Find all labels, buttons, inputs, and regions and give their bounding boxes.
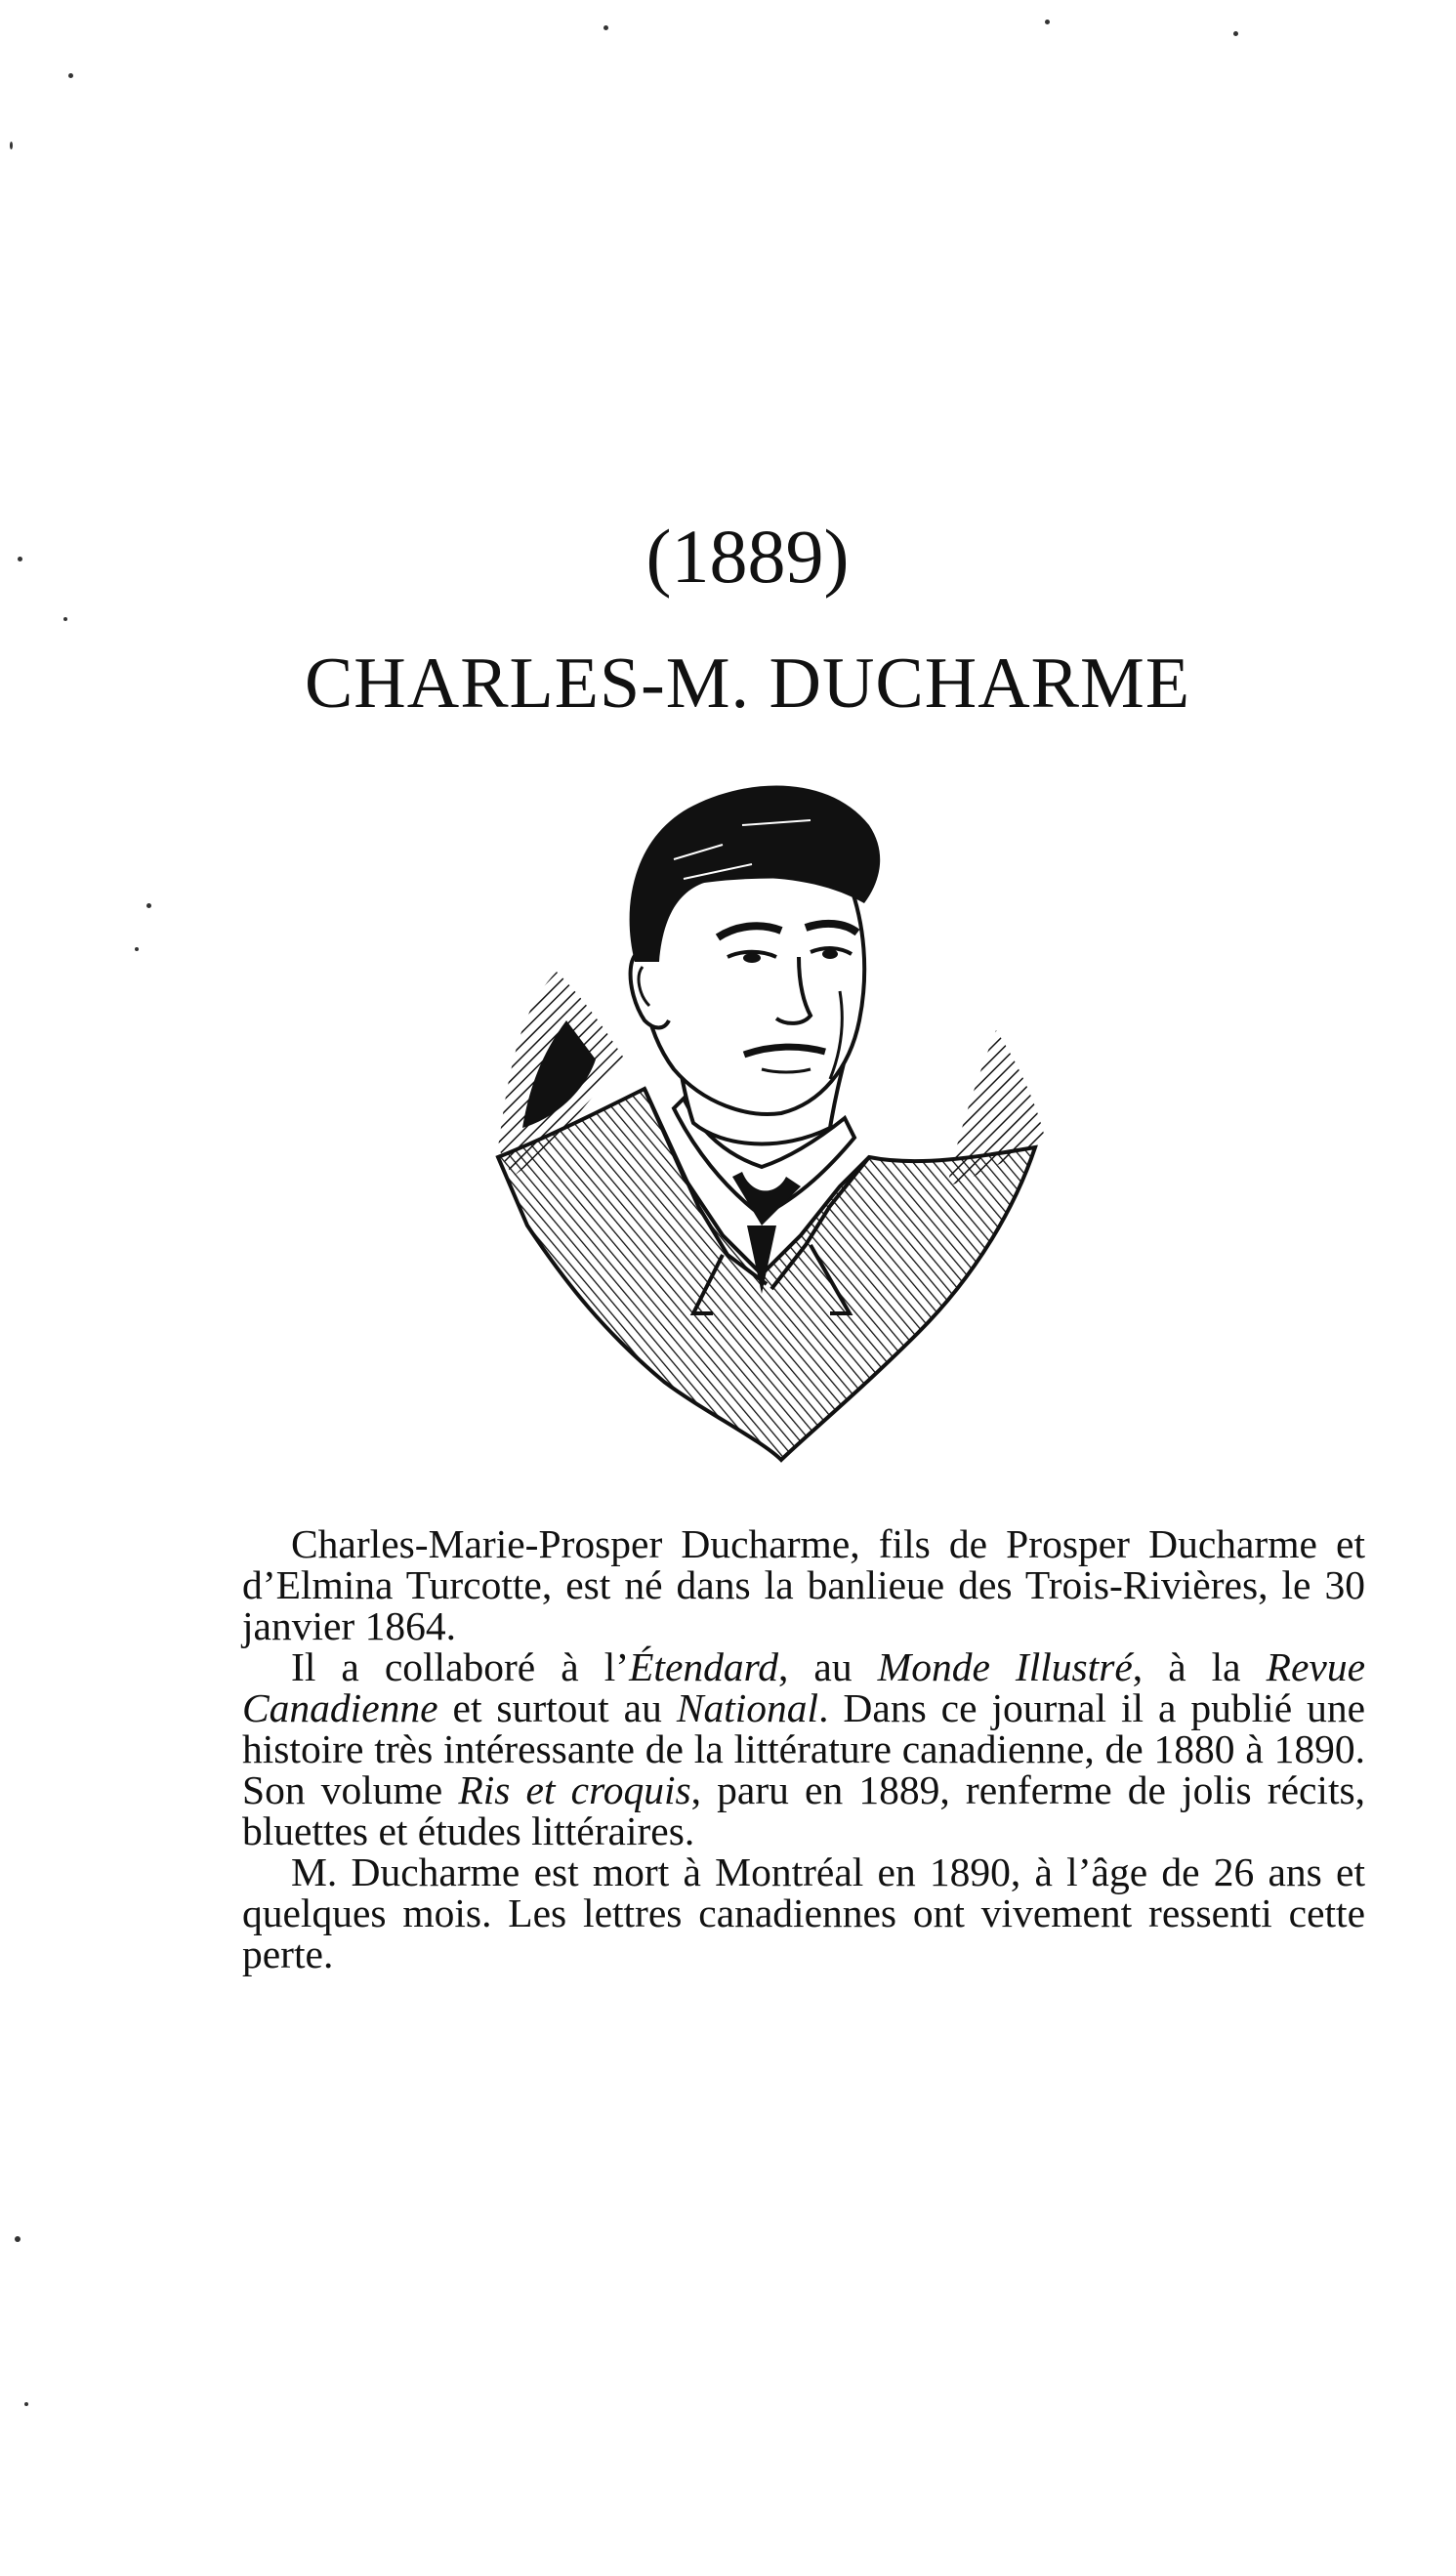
scan-speck — [15, 2236, 21, 2242]
scan-speck — [603, 25, 608, 30]
scan-speck — [68, 73, 73, 78]
bio-paragraph-birth: Charles-Marie-Prosper Ducharme, fils de Prosper Ducharme et d’Elmina Turcotte, est né dans la banlieue des Trois-Rivières, le 30 janvier 1864. — [242, 1521, 1365, 1648]
bio-text-segment: Il a collaboré à l’ — [291, 1644, 630, 1689]
scan-speck — [63, 617, 67, 621]
entry-year: (1889) — [645, 514, 850, 599]
scan-speck — [1233, 31, 1238, 36]
entry-name: CHARLES-M. DUCHARME — [304, 644, 1191, 724]
bio-paragraph-death: M. Ducharme est mort à Montréal en 1890, à l’âge de 26 ans et quelques mois. Les lettres canadiennes ont vivement ressenti cette perte. — [242, 1849, 1365, 1976]
bio-title-ris-et-croquis: Ris et croquis — [458, 1767, 691, 1812]
biography-text — [242, 1523, 1365, 1974]
scan-speck — [135, 947, 139, 951]
bio-text-segment: et surtout au — [437, 1685, 677, 1730]
bio-title-revue-canadienne: Revue Canadienne — [242, 1644, 1365, 1730]
portrait-engraving-icon — [488, 767, 1094, 1470]
scan-speck — [146, 903, 151, 908]
bio-text-segment: . Dans ce journal il a publié une histoire très intéressante de la littérature canadienne, de 1880 à 1890. Son volume — [242, 1685, 1365, 1812]
bio-title-etendard: Étendard — [629, 1644, 778, 1689]
bio-text-segment: , à la — [1132, 1644, 1267, 1689]
scan-speck — [24, 2402, 28, 2406]
bio-text-segment: , paru en 1889, renferme de jolis récits, bluettes et études littéraires. — [242, 1767, 1366, 1853]
bio-paragraph-career — [242, 1646, 1365, 1851]
scan-speck — [1045, 20, 1050, 24]
scan-speck — [10, 142, 13, 149]
bio-title-national: National — [676, 1685, 819, 1730]
bio-text-segment: , au — [778, 1644, 878, 1689]
bio-title-monde-illustre: Monde Illustré — [877, 1644, 1133, 1689]
